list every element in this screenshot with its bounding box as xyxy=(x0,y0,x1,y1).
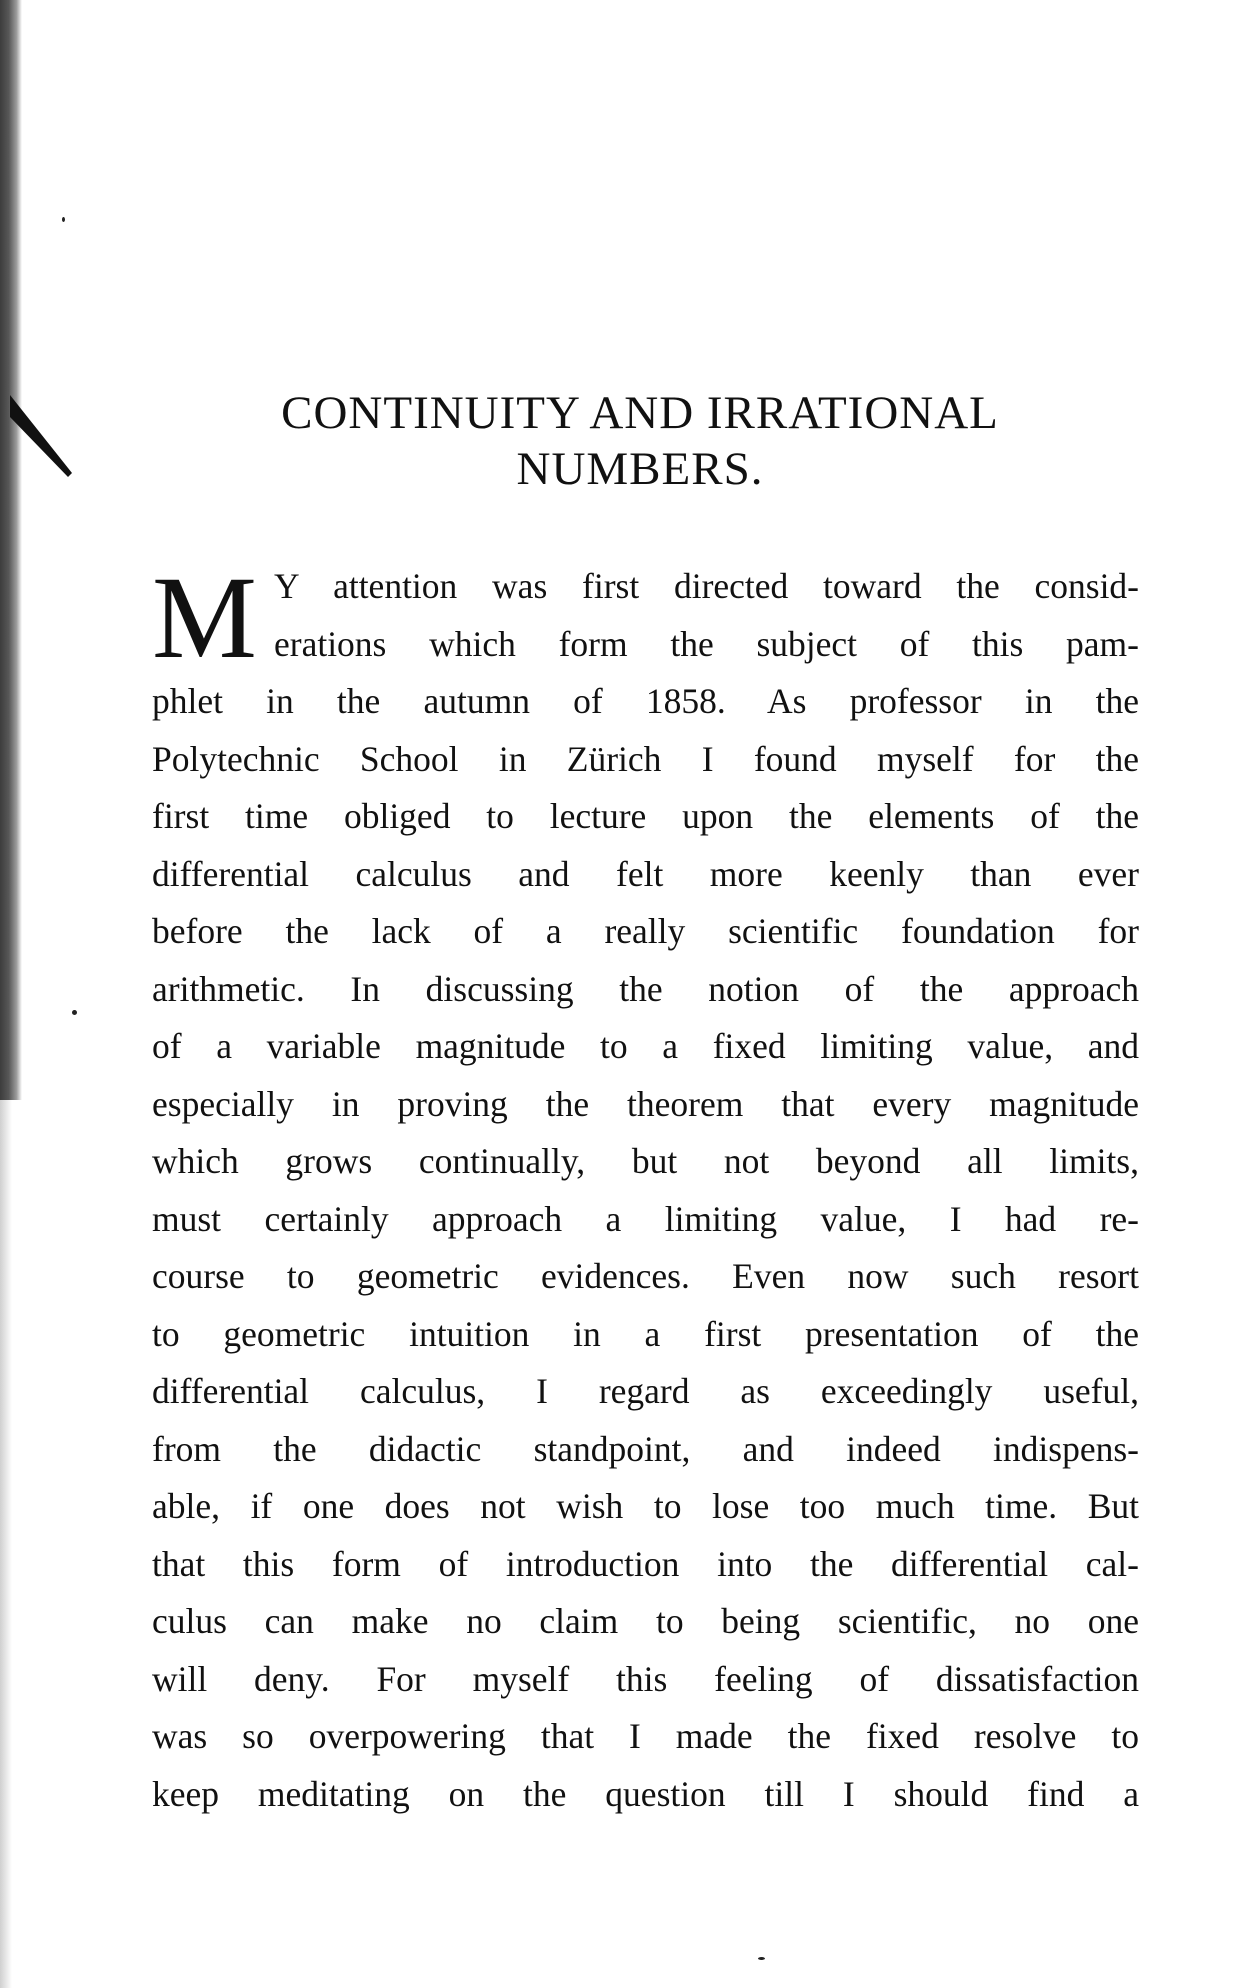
chapter-title-line-1: CONTINUITY AND IRRATIONAL xyxy=(281,387,999,439)
scan-speck xyxy=(62,217,65,222)
text-line: must certainly approach a limiting value, I had re- xyxy=(152,1198,1139,1239)
text-line: Polytechnic School in Zürich I found myself for the xyxy=(152,738,1139,779)
text-line: erations which form the subject of this pam- xyxy=(274,623,1139,664)
scan-edge-mark xyxy=(10,395,75,485)
text-line: from the didactic standpoint, and indeed indispens- xyxy=(152,1428,1139,1469)
binding-edge-shadow xyxy=(0,0,22,1100)
chapter-title xyxy=(150,385,1130,497)
text-line: phlet in the autumn of 1858. As professor in the xyxy=(152,681,1139,721)
text-line: to geometric intuition in a first presentation of the xyxy=(152,1313,1139,1354)
binding-edge-fade xyxy=(0,1100,12,1988)
text-line: which grows continually, but not beyond all limits, xyxy=(152,1141,1139,1181)
text-line: culus can make no claim to being scientific, no one xyxy=(152,1601,1139,1641)
text-line: Y attention was first directed toward the consid- xyxy=(274,566,1139,606)
text-line: able, if one does not wish to lose too much time. But xyxy=(152,1486,1139,1526)
text-line: differential calculus and felt more keenly than ever xyxy=(152,853,1139,894)
text-line: was so overpowering that I made the fixed resolve to xyxy=(152,1716,1139,1756)
text-line: will deny. For myself this feeling of dissatisfaction xyxy=(152,1658,1139,1699)
text-line: differential calculus, I regard as exceedingly useful, xyxy=(152,1371,1139,1411)
drop-cap-letter: M xyxy=(152,552,257,683)
scan-speck xyxy=(72,1010,77,1015)
text-line: before the lack of a really scientific foundation for xyxy=(152,911,1139,951)
text-line: especially in proving the theorem that every magnitude xyxy=(152,1083,1139,1124)
text-line: that this form of introduction into the differential cal- xyxy=(152,1543,1139,1584)
scan-speck xyxy=(758,1957,765,1960)
text-line: first time obliged to lecture upon the elements of the xyxy=(152,796,1139,836)
chapter-title-line-2: NUMBERS. xyxy=(516,443,764,495)
text-line: of a variable magnitude to a fixed limiting value, and xyxy=(152,1026,1139,1066)
text-line: keep meditating on the question till I should find a xyxy=(152,1773,1139,1814)
text-line: arithmetic. In discussing the notion of the approach xyxy=(152,968,1139,1009)
body-paragraph xyxy=(152,552,1139,1823)
text-line: course to geometric evidences. Even now such resort xyxy=(152,1256,1139,1296)
